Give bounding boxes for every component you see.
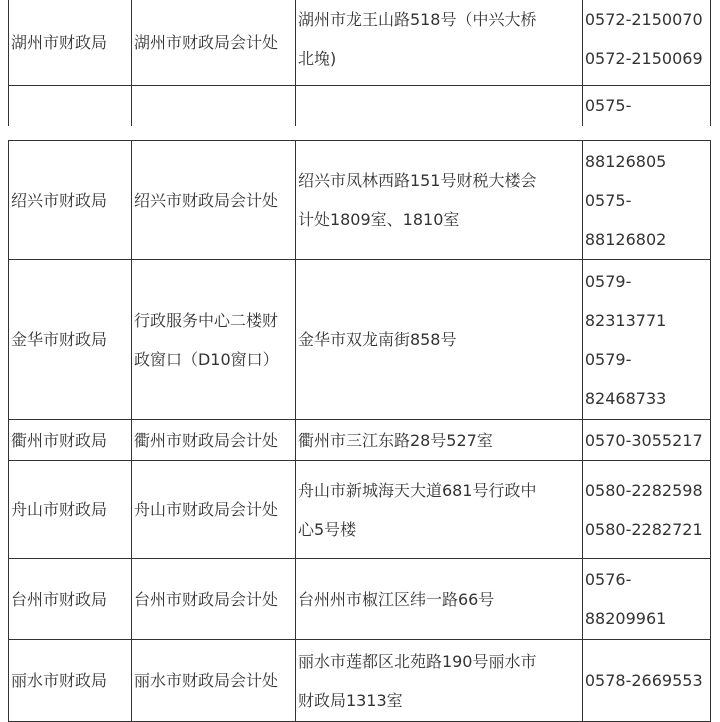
phone-cell: 88126805 0575- 88126802 — [582, 141, 710, 260]
contact-table-bottom — [8, 140, 711, 722]
phone-cell: 0580-2282598 0580-2282721 — [582, 461, 710, 559]
table-row — [9, 141, 711, 260]
city-cell: 衢州市财政局 — [9, 420, 132, 461]
office-cell: 台州市财政局会计处 — [131, 559, 295, 640]
city-cell — [9, 86, 132, 128]
office-cell: 丽水市财政局会计处 — [131, 640, 295, 722]
city-cell: 金华市财政局 — [9, 260, 132, 420]
phone-cell: 0572-2150070 0572-2150069 — [582, 0, 710, 86]
office-cell: 绍兴市财政局会计处 — [131, 141, 295, 260]
table-row — [9, 640, 711, 722]
table-row — [9, 420, 711, 461]
city-cell: 丽水市财政局 — [9, 640, 132, 722]
address-cell: 湖州市龙王山路518号（中兴大桥 北堍) — [295, 0, 582, 86]
table-row — [9, 260, 711, 420]
address-cell: 舟山市新城海天大道681号行政中 心5号楼 — [295, 461, 582, 559]
office-cell: 湖州市财政局会计处 — [131, 0, 295, 86]
office-cell: 舟山市财政局会计处 — [131, 461, 295, 559]
address-cell: 衢州市三江东路28号527室 — [295, 420, 582, 461]
phone-cell: 0576- 88209961 — [582, 559, 710, 640]
city-cell: 台州市财政局 — [9, 559, 132, 640]
address-cell: 丽水市莲都区北苑路190号丽水市 财政局1313室 — [295, 640, 582, 722]
city-cell: 舟山市财政局 — [9, 461, 132, 559]
office-cell — [131, 86, 295, 128]
address-cell: 金华市双龙南街858号 — [295, 260, 582, 420]
phone-cell: 0570-3055217 — [582, 420, 710, 461]
page-break-gap — [0, 126, 720, 140]
phone-cell: 0579- 82313771 0579- 82468733 — [582, 260, 710, 420]
address-cell: 绍兴市凤林西路151号财税大楼会 计处1809室、1810室 — [295, 141, 582, 260]
city-cell: 绍兴市财政局 — [9, 141, 132, 260]
table-row — [9, 0, 711, 86]
address-cell: 台州州市椒江区纬一路66号 — [295, 559, 582, 640]
office-cell: 衢州市财政局会计处 — [131, 420, 295, 461]
table-row — [9, 559, 711, 640]
office-cell: 行政服务中心二楼财 政窗口（D10窗口） — [131, 260, 295, 420]
table-row — [9, 461, 711, 559]
phone-cell: 0578-2669553 — [582, 640, 710, 722]
address-cell — [295, 86, 582, 128]
table-row — [9, 86, 711, 128]
city-cell: 湖州市财政局 — [9, 0, 132, 86]
contact-table-top — [8, 0, 711, 128]
phone-cell: 0575- — [582, 86, 710, 128]
